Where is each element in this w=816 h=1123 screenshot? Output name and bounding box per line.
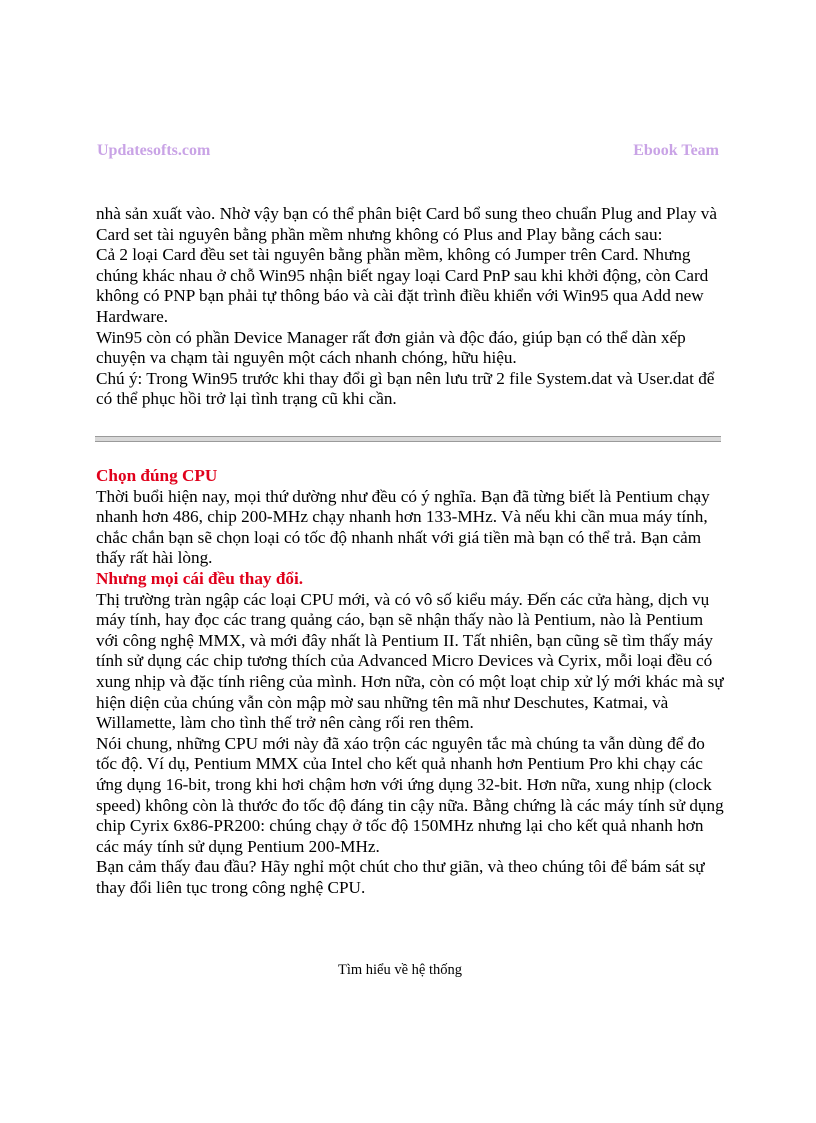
paragraph: Win95 còn có phần Device Manager rất đơn giản và độc đáo, giúp bạn có thể dàn xếp chuyện va chạm tài nguyên một cách nhanh chóng, hữu hiệu. <box>96 327 686 368</box>
paragraph: Thời buổi hiện nay, mọi thứ dường như đều có ý nghĩa. Bạn đã từng biết là Pentium chạy nhanh hơn 486, chip 200-MHz chạy nhanh hơn 133-MHz. Và nếu khi cần mua máy tính, chắc chắn bạn sẽ chọn loại có tốc độ nhanh nhất với giá tiền mà bạn có thể trả. Bạn cảm thấy rất hài lòng. <box>96 486 710 568</box>
paragraph: Cả 2 loại Card đều set tài nguyên bằng phần mềm, không có Jumper trên Card. Nhưng chúng khác nhau ở chỗ Win95 nhận biết ngay loại Card PnP sau khi khởi động, còn Card không có PNP bạn phải tự thông báo và cài đặt trình điều khiển với Win95 qua Add new Hardware. <box>96 245 709 326</box>
section-choose-cpu <box>96 466 726 898</box>
header-site-name: Updatesofts.com <box>97 142 211 159</box>
paragraph: Nói chung, những CPU mới này đã xáo trộn các nguyên tắc mà chúng ta vẫn dùng để đo tốc độ. Ví dụ, Pentium MMX của Intel cho kết quả nhanh hơn Pentium Pro khi chạy các ứng dụng 16-bit, trong khi hơi chậm hơn với ứng dụng 32-bit. Hơn nữa, xung nhịp (clock speed) không còn là thước đo tốc độ đáng tin cậy nữa. Bằng chứng là các máy tính sử dụng chip Cyrix 6x86-PR200: chúng chạy ở tốc độ 150MHz nhưng lại cho kết quả nhanh hơn các máy tính sử dụng Pentium 200-MHz. <box>96 733 724 856</box>
paragraph: Bạn cảm thấy đau đầu? Hãy nghỉ một chút cho thư giãn, và theo chúng tôi để bám sát sự thay đổi liên tục trong công nghệ CPU. <box>96 857 705 897</box>
paragraph: Thị trường tràn ngập các loại CPU mới, và có vô số kiểu máy. Đến các cửa hàng, dịch vụ máy tính, hay đọc các trang quảng cáo, bạn sẽ nhận thấy nào là Pentium, nào là Pentium với công nghệ MMX, và mới đây nhất là Pentium II. Tất nhiên, bạn cũng sẽ tìm thấy máy tính sử dụng các chip tương thích của Advanced Micro Devices và Cyrix, mỗi loại đều có xung nhịp và đặc tính riêng của mình. Hơn nữa, còn có một loạt chip xử lý mới khác mà sự hiện diện của chúng vẫn còn mập mờ sau những tên mã như Deschutes, Katmai, và Willamette, làm cho tình thế trở nên càng rối ren thêm. <box>96 589 724 733</box>
paragraph: nhà sản xuất vào. Nhờ vậy bạn có thể phân biệt Card bổ sung theo chuẩn Plug and Play và Card set tài nguyên bằng phần mềm nhưng không có Plus and Play bằng cách sau: <box>96 204 718 244</box>
section-heading: Chọn đúng CPU <box>96 466 218 485</box>
page-footer: Tìm hiểu về hệ thống <box>337 962 463 978</box>
paragraph: Chú ý: Trong Win95 trước khi thay đổi gì bạn nên lưu trữ 2 file System.dat và User.dat để có thể phục hồi trở lại tình trạng cũ khi cần. <box>96 368 715 409</box>
section-subheading: Nhưng mọi cái đều thay đổi. <box>96 568 304 588</box>
header-team-name: Ebook Team <box>633 142 719 159</box>
section-card-setup <box>96 204 726 410</box>
section-divider <box>95 436 721 442</box>
page-header <box>97 142 719 164</box>
